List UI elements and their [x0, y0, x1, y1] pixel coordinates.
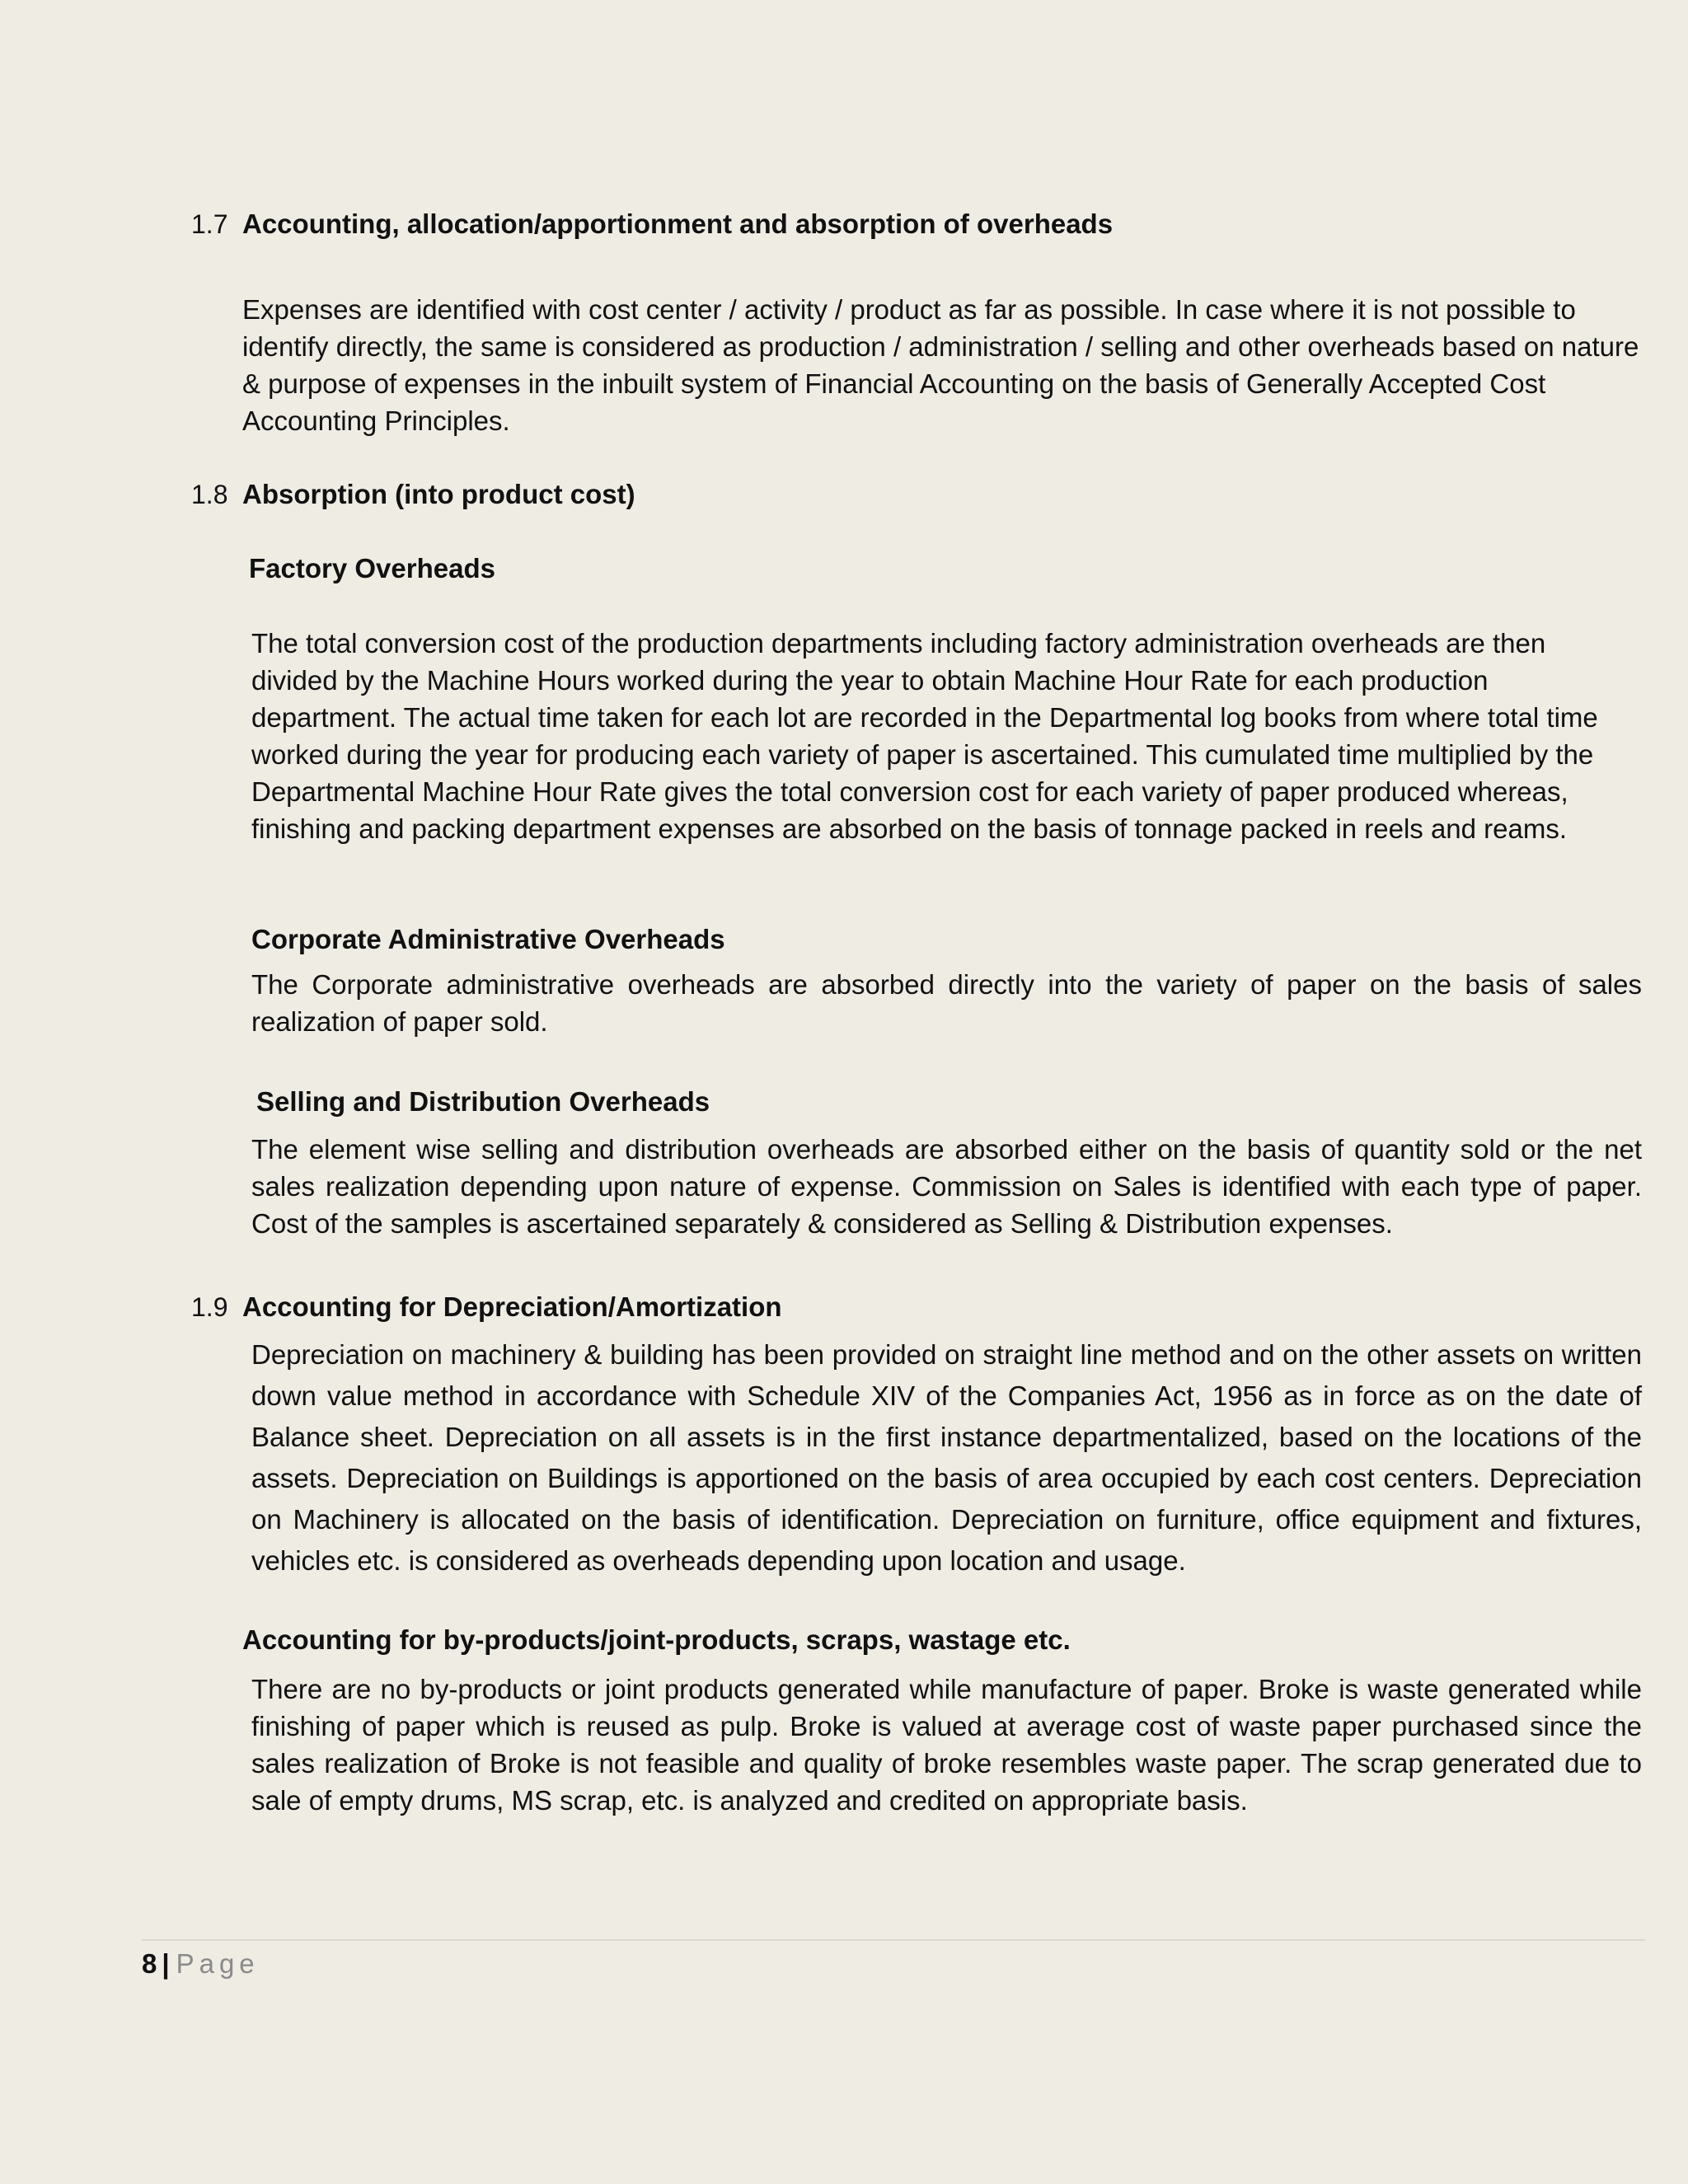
section-paragraph-1-7: Expenses are identified with cost center / activity / product as far as possible. In case where it is not possible to identify directly, the same is considered as production / administration / selling and other overheads based on nature & purpose of expenses in the inbuilt system of Financial Accounting on the basis of Generally Accepted Cost Accounting Principles. [242, 294, 1639, 436]
selling-distribution-paragraph: The element wise selling and distribution overheads are absorbed either on the basis of quantity sold or the net sales realization depending upon nature of expense. Commission on Sales is identified with each type of paper. Cost of the samples is ascertained separately & considered as Selling & Distribution expenses. [251, 1134, 1642, 1239]
section-number-1-9: 1.9 [191, 1292, 228, 1322]
section-number-1-7: 1.7 [191, 209, 228, 239]
page-footer [142, 1947, 260, 1981]
corporate-overheads-paragraph: The Corporate administrative overheads are absorbed directly into the variety of paper on the basis of sales realization of paper sold. [251, 969, 1642, 1037]
footer-separator: | [162, 1948, 170, 1979]
section-heading-1-9: Accounting for Depreciation/Amortization [242, 1291, 782, 1322]
page-number: 8 [142, 1948, 157, 1979]
byproducts-paragraph: There are no by-products or joint products generated while manufacture of paper. Broke is waste generated while finishing of paper which is reused as pulp. Broke is valued at average cost of waste paper purchased since the sales realization of Broke is not feasible and quality of broke resembles waste paper. The scrap generated due to sale of empty drums, MS scrap, etc. is analyzed and credited on appropriate basis. [251, 1674, 1642, 1816]
section-paragraph-1-9: Depreciation on machinery & building has been provided on straight line method and on the other assets on written down value method in accordance with Schedule XIV of the Companies Act, 1956 as in force as on the date of Balance sheet. Depreciation on all assets is in the first instance departmentalized, based on the locations of the assets. Depreciation on Buildings is apportioned on the basis of area occupied by each cost centers. Depreciation on Machinery is allocated on the basis of identification. Depreciation on furniture, office equipment and fixtures, vehicles etc. is considered as overheads depending upon location and usage. [251, 1339, 1642, 1576]
byproducts-heading: Accounting for by-products/joint-products, scraps, wastage etc. [242, 1624, 1071, 1655]
page-label: Page [176, 1948, 260, 1979]
footer-divider [142, 1939, 1645, 1941]
selling-distribution-heading: Selling and Distribution Overheads [256, 1086, 710, 1117]
section-heading-1-8: Absorption (into product cost) [242, 479, 635, 509]
factory-overheads-paragraph: The total conversion cost of the production departments including factory administration overheads are then divided by the Machine Hours worked during the year to obtain Machine Hour Rate for each production department. The actual time taken for each lot are recorded in the Departmental log books from where total time worked during the year for producing each variety of paper is ascertained. This cumulated time multiplied by the Departmental Machine Hour Rate gives the total conversion cost for each variety of paper produced whereas, finishing and packing department expenses are absorbed on the basis of tonnage packed in reels and reams. [251, 628, 1598, 844]
corporate-overheads-heading: Corporate Administrative Overheads [251, 924, 725, 954]
section-heading-1-7: Accounting, allocation/apportionment and absorption of overheads [242, 209, 1114, 239]
factory-overheads-heading: Factory Overheads [249, 553, 495, 583]
section-number-1-8: 1.8 [191, 480, 228, 509]
